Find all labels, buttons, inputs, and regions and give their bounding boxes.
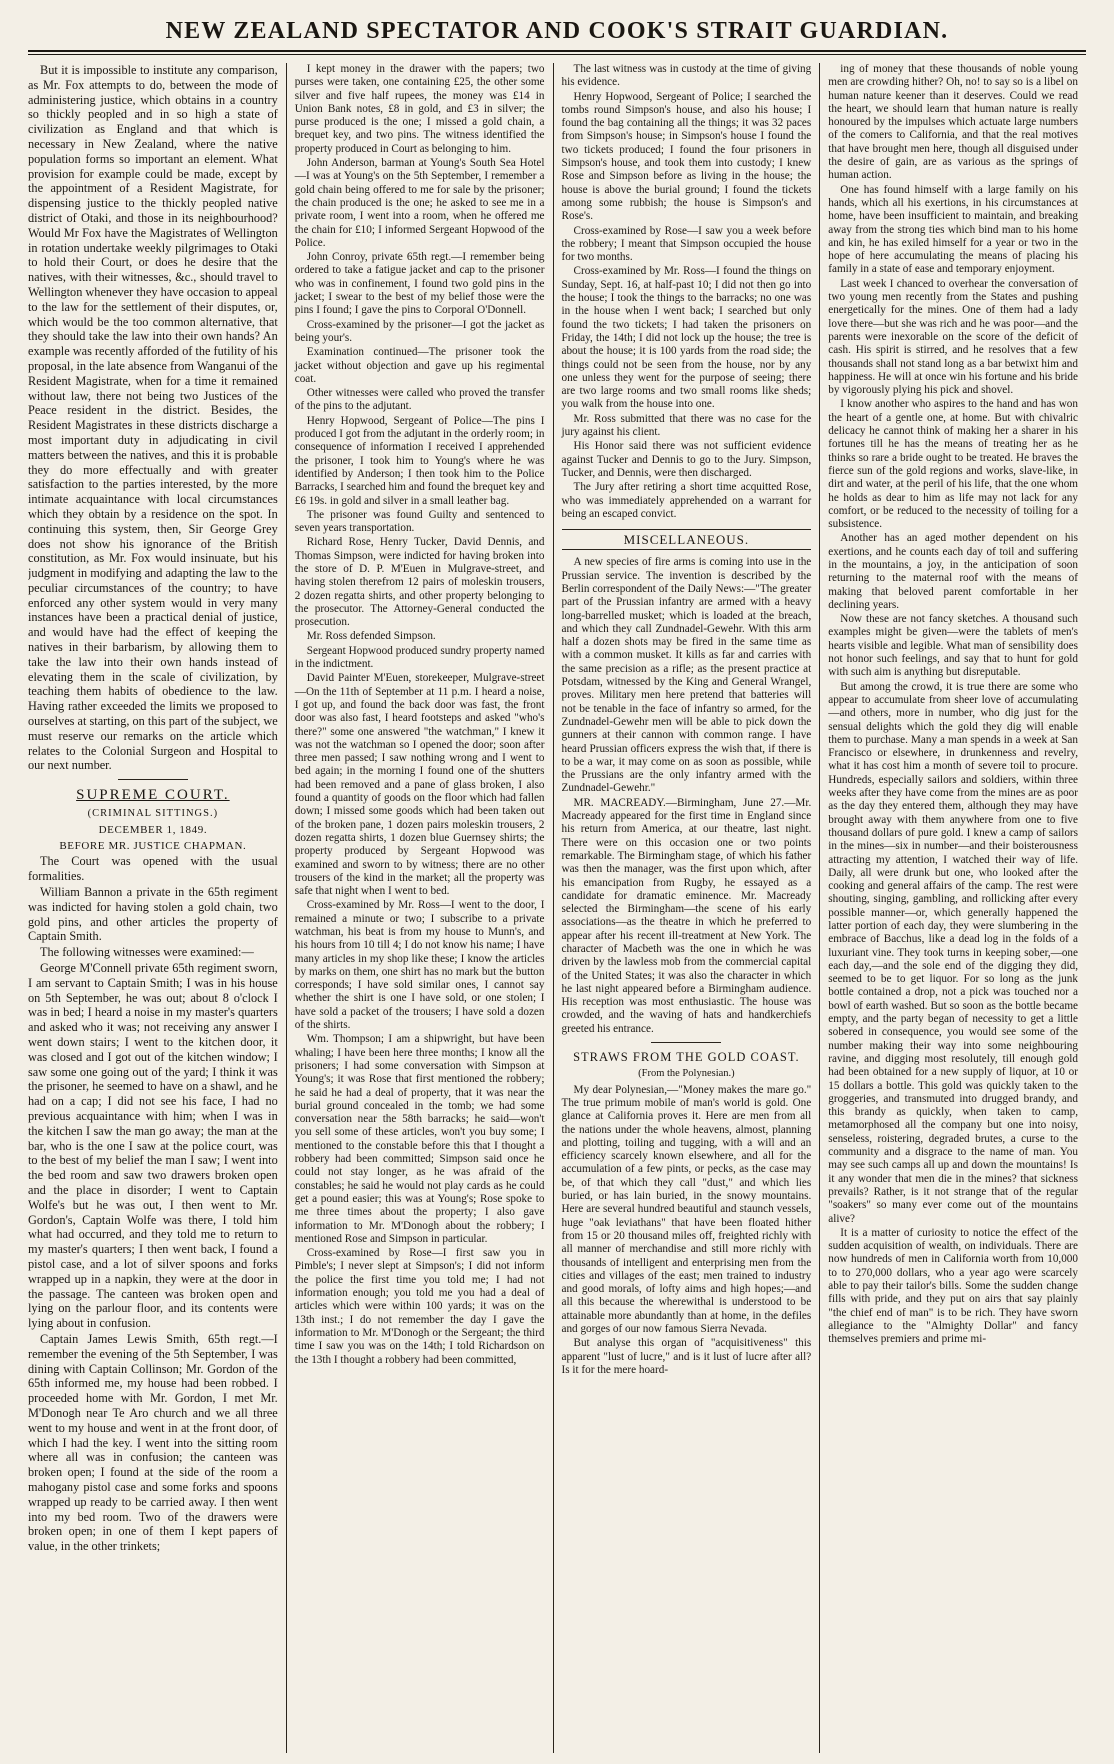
court-paragraph: William Bannon a private in the 65th regiment was indicted for having stolen a gold chain, two gold pins, and other articles the property of Captain Smith.	[28, 885, 278, 944]
court-paragraph: George M'Connell private 65th regiment sworn, I am servant to Captain Smith; I was in his house on 5th September, he was out; about 8 o'clock I was in bed; I heard a noise in my master's quarters and asked who it was; not receiving any answer I went down stairs; I went to the kitchen door, it was closed and I got out of the kitchen window; I saw some one going out of the yard; I think it was the prisoner, he seemed to have on a shawl, and he had on a cap; I did not see his face, I had no previous acquaintance with him; when I was in the kitchen I saw the man go away; the man at the bar, who is the one I saw at the police court, was to the best of my belief the man I saw; I went into the bed room and saw two drawers broken open and the place in disorder; I went to Captain Wolfe's but he was out, I then went to Mr. Gordon's, Captain Wolfe was there, I told him what had occurred, and they told me to return to my master's quarters; I then went back, I found a pistol case, and a lot of silver spoons and forks wrapped up in a napkin, they were at the door in the passage. The canteen was broken open and lying on the parlour floor, and its contents were lying about in confusion.	[28, 961, 278, 1331]
misc-paragraph: A new species of fire arms is coming into use in the Prussian service. The invention is described by the Berlin correspondent of the Daily News:—"The greater part of the Prussian infantry are armed with a heavy long-barrelled musket; which is loaded at the breach, and which they call Zundnadel-Gewehr. With this arm half a dozen shots may be fired in the same time as with a common musket. It kills as far and carries with the same precision as a rifle; as the present practice at Potsdam, witnessed by the King and General Wrangel, proves. Military men here pretend that batteries will not be tenable in the face of infantry so armed, for the Zundnadel-Gewehr men will be able to pick down the gunners at their cannon with common range. I have heard Prussian officers express the wish that, if there is to be a war, it may come on as soon as possible, while the Prussians are the only infantry armed with the Zundnadel-Gewehr."	[561, 556, 812, 795]
court-paragraph: Henry Hopwood, Sergeant of Police—The pins I produced I got from the adjutant in the orderly room; in consequence of information I received I apprehended the prisoner, I took him to Young's where he was identified by Anderson; I then took him to the Police Barracks, I searched him and found the brequet key and £6 19s. in gold and silver in a small leather bag.	[294, 414, 545, 507]
court-paragraph: John Conroy, private 65th regt.—I remember being ordered to take a fatigue jacket and cap to the prisoner who was in confinement, I found two gold pins in the jacket; I swear to the best of my belief those were the pins I found; I gave the pins to Corporal O'Donnell.	[294, 251, 545, 317]
article-paragraph: One has found himself with a large family on his hands, which all his exertions, in his circumstances at home, have been insufficient to maintain, and breaking away from the strong ties which bind man to his home and kin, he has exiled himself for a year or two in the hope of here accumulating the means of placing his family in a state of ease and temporary enjoyment.	[828, 183, 1078, 276]
court-paragraph: I kept money in the drawer with the papers; two purses were taken, one containing £25, the other some silver and five half rupees, the money was £14 in Union Bank notes, £8 in gold, and £3 in silver; the purse produced is the one; I missed a gold chain, a brequet key, and two pins. The witness identified the property produced in Court as belonging to him.	[294, 63, 545, 155]
supreme-court-heading: SUPREME COURT.	[76, 787, 230, 804]
court-paragraph: His Honor said there was not sufficient evidence against Tucker and Dennis to go to the Jury. Simpson, Tucker, and Dennis, were then discharged.	[561, 440, 812, 479]
column-3	[554, 63, 821, 1753]
article-paragraph: Another has an aged mother dependent on his exertions, and he counts each day of toil and suffering in the mountains, a joy, in the anticipation of soon returning to the maternal roof with the means of making that beloved parent comfortable in her declining years.	[828, 532, 1078, 611]
court-paragraph: David Painter M'Euen, storekeeper, Mulgrave-street—On the 11th of September at 11 p.m. I heard a noise, I got up, and found the back door was fast, the front door was also fast, I heard footsteps and asked "who's there?" some one answered "the watchman," I knew it was not the watchman so I opened the door; soon after three men passed; I saw nothing wrong and I went to bed again; in the morning I found one of the shutters had been removed and a pane of glass broken, I also found a quantity of goods on the floor which had fallen down; I missed some goods which had been taken out of the broken pane, 1 dozen pairs moleskin trousers, 2 dozen regatta shirts, 1 dozen blue Guernsey shirts; the property produced by Sergeant Hopwood was examined and sworn to by witness; there are no other trousers of the kind in the market; all the property was safe that night when I went to bed.	[294, 672, 545, 898]
court-paragraph: The Court was opened with the usual formalities.	[28, 854, 278, 884]
court-paragraph: Cross-examined by Mr. Ross—I went to the door, I remained a minute or two; I subscribe to a private watchman, his beat is from my house to Munn's, and his hours from 10 till 4; I do not know his name; I have many articles in my shop like these; I know the articles by marks on them, one shirt has no mark but the button corresponds; I have sold similar ones, I cannot say whether the shirt is one I have sold, or one stolen; I have sold a packet of the trousers; I have sold a dozen of the shirts.	[294, 899, 545, 1032]
court-paragraph: The prisoner was found Guilty and sentenced to seven years transportation.	[294, 508, 545, 535]
column-1	[28, 63, 287, 1753]
court-paragraph: Sergeant Hopwood produced sundry property named in the indictment.	[294, 644, 545, 671]
straws-heading: STRAWS FROM THE GOLD COAST.	[573, 1050, 800, 1065]
court-paragraph: The Jury after retiring a short time acquitted Rose, who was immediately apprehended on a warrant for being an escaped convict.	[561, 481, 812, 520]
straws-source: (From the Polynesian.)	[638, 1068, 735, 1080]
divider	[118, 779, 188, 780]
masthead-title: NEW ZEALAND SPECTATOR AND COOK'S STRAIT GUARDIAN.	[28, 18, 1086, 52]
court-paragraph: Captain James Lewis Smith, 65th regt.—I remember the evening of the 5th September, I was dining with Captain Collinson; Mr. Gordon of the 65th informed me, my house had been robbed. I proceeded home with Mr. Gordon, I met Mr. M'Donogh near Te Aro church and we all three went to my house and went in at the front door, of which I had the key. I went into the sitting room where all was in confusion; the canteen was broken open; I found at the side of the room a mahogany pistol case and some forks and spoons wrapped up ready to be carried away. I then went into my bed room. Two of the drawers were broken open; in one of them I kept papers of value, in the other trinkets;	[28, 1331, 278, 1554]
court-paragraph: The last witness was in custody at the time of giving his evidence.	[561, 63, 812, 89]
article-paragraph: Last week I chanced to overhear the conversation of two young men recently from the States and pushing energetically for the mines. One of them had a lady love there—but she was rich and he was poor—and the parents were inexorable on the score of the deficit of cash. His spirit is stirred, and he resolves that a few thousands shall not stand long as a bar betwixt him and happiness. He will at once win his fortune and his bride by vigorously plying his pick and shovel.	[828, 277, 1078, 397]
article-paragraph: It is a matter of curiosity to notice the effect of the sudden acquisition of wealth, on individuals. There are now hundreds of men in California worth from 10,000 to to 270,000 dollars, who a year ago were scarcely able to pay their tailor's bills. Some the sudden change fills with pride, and they put on airs that say plainly "the chief end of man" is to be rich. They have sworn allegiance to the "Almighty Dollar" and fancy themselves premiers and prime mi-	[828, 1226, 1078, 1346]
court-judge: BEFORE MR. JUSTICE CHAPMAN.	[59, 839, 247, 852]
court-date: DECEMBER 1, 1849.	[98, 823, 208, 836]
court-paragraph: Examination continued—The prisoner took the jacket without objection and gave up his regimental coat.	[294, 346, 545, 385]
divider	[651, 1042, 721, 1043]
misc-paragraph: MR. MACREADY.—Birmingham, June 27.—Mr. Macready appeared for the first time in England since his return from America, at our theatre, last night. There were on this occasion one or two points remarkable. The Birmingham stage, of which his father was then the manager, was the first upon which, after his emancipation from Rugby, he essayed as a candidate for dramatic eminence. Mr. Macready selected the Birmingham—the scene of his early associations—as the theatre in which he preferred to appear after his recent ill-treatment at New York. The character of Macbeth was the one in which he was driven by the lawless mob from the commercial capital of the United States; it was also the character in which he last night appeared before a Birmingham audience. His reception was most enthusiastic. The house was crowded, and the waving of hats and handkerchiefs greeted his entrance.	[561, 796, 812, 1035]
court-paragraph: Mr. Ross defended Simpson.	[306, 630, 436, 643]
court-paragraph: Henry Hopwood, Sergeant of Police; I searched the tombs round Simpson's house, and also his house; I found the bag containing all the things; it was 32 paces from Simpson's house; in Simpson's house I found the two tickets produced; I found the four prisoners in Simpson's house, and took them into custody; I knew Rose and Simpson before as living in the house; the house is above the burial ground; I found the tickets among some rubbish; the house is Simpson's and Rose's.	[561, 90, 812, 223]
court-paragraph: Mr. Ross submitted that there was no case for the jury against his client.	[561, 412, 812, 439]
court-paragraph: Cross-examined by Mr. Ross—I found the things on Sunday, Sept. 16, at half-past 10; I did not then go into the house; I took the things to the barracks; no one was in the house when I went back; I searched but only found the two tickets; I had taken the prisoners on Friday, the 14th; I did not lock up the house; the tree is about the house; it is 100 yards from the road side; the things could not be seen from the house, nor by any one unless they went for the purpose of seeing; there are two large rooms and two small rooms like sheds; you walk from the house into one.	[561, 265, 812, 411]
column-2	[287, 63, 554, 1753]
court-paragraph: Cross-examined by Rose—I first saw you in Pimble's; I never slept at Simpson's; I did not inform the police the first time you told me; I had not information enough; you told me you had a deal of articles which were within 100 yards; it was on the 13th inst.; I do not remember the day I gave the information to Mr. M'Donogh or the Sergeant; the third time I saw you was on the 14th; I told Richardson on the 13th I thought a robbery had been committed,	[294, 1247, 545, 1366]
miscellaneous-heading: MISCELLANEOUS.	[562, 529, 812, 550]
article-paragraph: My dear Polynesian,—"Money makes the mare go." The true primum mobile of man's world is gold. One glance at California proves it. Here are men from all the nations under the whole heavens, almost, planning and plotting, toiling and tugging, with a will and an efficiency scarcely known elsewhere, and all for the accumulation of a few pints, or pecks, as the case may be, of that which they call "dust," and which lies buried, or has lain buried, in the snowy mountains. Here are several hundred beautiful and staunch vessels, huge "oak leviathans" that have been floated hither from 15 or 20 thousand miles off, freighted richly with all manner of merchandise and still more richly with thousands of intelligent and enterprising men from the cities and villages of the east; men trained to industry and good morals, of lofty aims and high hopes;—and all this because the wherewithal is understood to be attainable more abundantly than at home, in the defiles and gorges of our now famous Sierra Nevada.	[561, 1083, 812, 1336]
masthead-rule	[28, 54, 1086, 55]
court-paragraph: Other witnesses were called who proved the transfer of the pins to the adjutant.	[294, 387, 545, 413]
article-paragraph: I know another who aspires to the hand and has won the heart of a gentle one, at home. But with chivalric delicacy he cannot think of making her a sharer in his fortunes till he has the means of treating her as he thinks so rare a bride ought to be treated. He braves the fierce sun of the gold regions and works, slave-like, in dirt and water, at the peril of his life, that the one whom he holds as dear to him as life may not lack for any comfort, or be reduced to the necessity of toiling for a subsistence.	[828, 398, 1078, 531]
court-paragraph: Cross-examined by the prisoner—I got the jacket as being your's.	[294, 318, 545, 344]
article-paragraph: But among the crowd, it is true there are some who appear to accumulate from sheer love of accumulating—and others, more in number, who dig just for the sensual delights which the gold they dig will enable them to purchase. Many a man spends in a week at San Francisco or elsewhere, in drunkenness and revelry, what it has cost him a month of severe toil to procure. Hundreds, especially sailors and soldiers, within three weeks after they have come from the mines are as poor as the day they entered them, although they may have brought away with them anywhere from one to five thousand dollars of pure gold. I knew a camp of sailors in the mines—six in number—and their boisterousness attracting my attention, I watched their way of life. Daily, all were drunk but one, who looked after the cooking and general affairs of the camp. The rest were shouting, singing, gambling, and rollicking after every possible manner—or, which generally happened the latter portion of each day, they were slumbering in the embrace of Bacchus, like a dead log in the folds of a luxuriant vine. They took turns in keeping sober,—one each day,—and the sole end of the digging they did, seemed to be to get liquor. For so long as the junk bottle contained a drop, not a pick was touched nor a bowl of earth washed. But so soon as the bottle became empty, and the party began of necessity to get a little sobered in consequence, you would see some of the number making their way into some neighbouring ravine, and digging most resolutely, till enough gold had been obtained for a new supply of liquor, at 10 or 15 dollars a bottle. This gold was quickly taken to the groggeries, and transmuted into drugged brandy, and this brandy as quickly, when taken to camp, metamorphosed all the company but one into noisy, senseless, roistering, degraded brutes, a curse to the community and a disgrace to the name of man. You may see such camps all up and down the mountains! Is it any wonder that men die in the mines? that sickness prevails? Rather, is it not strange that of the regular "soakers" so many ever come out of the mountains alive?	[828, 680, 1078, 1225]
court-paragraph: The following witnesses were examined:—	[40, 945, 254, 960]
court-paragraph: Cross-examined by Rose—I saw you a week before the robbery; I meant that Simpson occupied the house for two months.	[561, 224, 812, 264]
columns	[28, 63, 1086, 1753]
article-paragraph: But analyse this organ of "acquisitiveness" this apparent "lust of lucre," and is it lust of lucre after all? Is it for the mere hoard-	[561, 1337, 812, 1376]
article-paragraph: Now these are not fancy sketches. A thousand such examples might be given—were the tablets of men's hearts visible and legible. What man of sensibility does not honor such feelings, and say that to hunt for gold with such aim is anything but disreputable.	[828, 613, 1078, 679]
editorial-paragraph: But it is impossible to institute any comparison, as Mr. Fox attempts to do, between the mode of administering justice, which obtains in a country so thickly peopled and in so high a state of civilization as England and that which is necessary in New Zealand, where the native population forms so important an element. What provision for example could be made, except by the appointment of a Resident Magistrate, for dispensing justice to the thickly peopled native district of Otaki, and those in its neighbourhood? Would Mr Fox have the Magistrates of Wellington in rotation undertake weekly pilgrimages to Otaki to hold their Court, or does he desire that the natives, with their witnesses, &c., should travel to Wellington whenever they have occasion to appeal to the law for the settlement of their disputes, or, which would be the too common alternative, that they should take the law into their own hands? An example was recently afforded of the futility of his proposal, in the late absence from Wanganui of the Resident Magistrate, when for a time it remained without law, there not being two Justices of the Peace resident in the district. Besides, the Resident Magistrates in these districts discharge a most important duty in adjudicating in civil matters between the natives, and this it is probable they do more effectually and with greater satisfaction to the parties interested, by the more intimate acquaintance with local circumstances which they obtain by a residence on the spot. In continuing this system, then, Sir George Grey does not show his ignorance of the British constitution, as Mr. Fox would insinuate, but his judgment in modifying and adapting the law to the peculiar circumstances of the country; to have enforced any other system would in very many instances have been a practical denial of justice, and would have had the effect of keeping the natives in their barbarism, by allowing them to take the law into their own hands instead of elevating them in the scale of civilization, by teaching them habits of obedience to the law. Having rather exceeded the limits we proposed to ourselves at starting, on this part of the subject, we must reserve our remarks on the article which relates to the Colonial Surgeon and Hospital to our next number.	[28, 63, 278, 773]
article-paragraph: ing of money that these thousands of noble young men are crowding hither? Oh, no! to say so is a libel on human nature keener than it deserves. Could we read the heart, we should learn that human nature is really honoured by the impulses which actuate large numbers of the comers to California, and that the real motives that have brought men here, though all disguised under the desire of gain, are as various as the springs of human action.	[828, 63, 1078, 182]
court-paragraph: Wm. Thompson; I am a shipwright, but have been whaling; I have been here three months; I know all the prisoners; I had some conversation with Simpson at Young's; it was Rose that first mentioned the robbery; he said he had a deal of property, that it was near the burial ground concealed in the tomb; we had some conversation near the 58th barracks; he said—won't you sell some of these articles, won't you buy some; I mentioned to the constable before this that I thought a robbery had been committed; Simpson said once he could not stay longer, as he was afraid of the constables; he said he would not play cards as he could get a pound easier; this was at Young's; Rose spoke to me three times about the property; I also gave information to Mr. M'Donogh about the robbery; I mentioned Rose and Simpson in particular.	[294, 1033, 545, 1245]
column-4	[820, 63, 1086, 1753]
court-paragraph: John Anderson, barman at Young's South Sea Hotel—I was at Young's on the 5th September, I remember a gold chain being offered to me for sale by the prisoner; the chain produced is the one; he asked to see me in a private room, I went into a room, when he offered me the chain for £10; I informed Sergeant Hopwood of the Police.	[294, 157, 545, 249]
court-paragraph: Richard Rose, Henry Tucker, David Dennis, and Thomas Simpson, were indicted for having broken into the store of D. P. M'Euen in Mulgrave-street, and having stolen therefrom 12 pairs of moleskin trousers, 2 dozen regatta shirts, and other property belonging to the prosecutor. The Attorney-General conducted the prosecution.	[294, 536, 545, 629]
criminal-sittings-subheading: (CRIMINAL SITTINGS.)	[87, 808, 219, 820]
